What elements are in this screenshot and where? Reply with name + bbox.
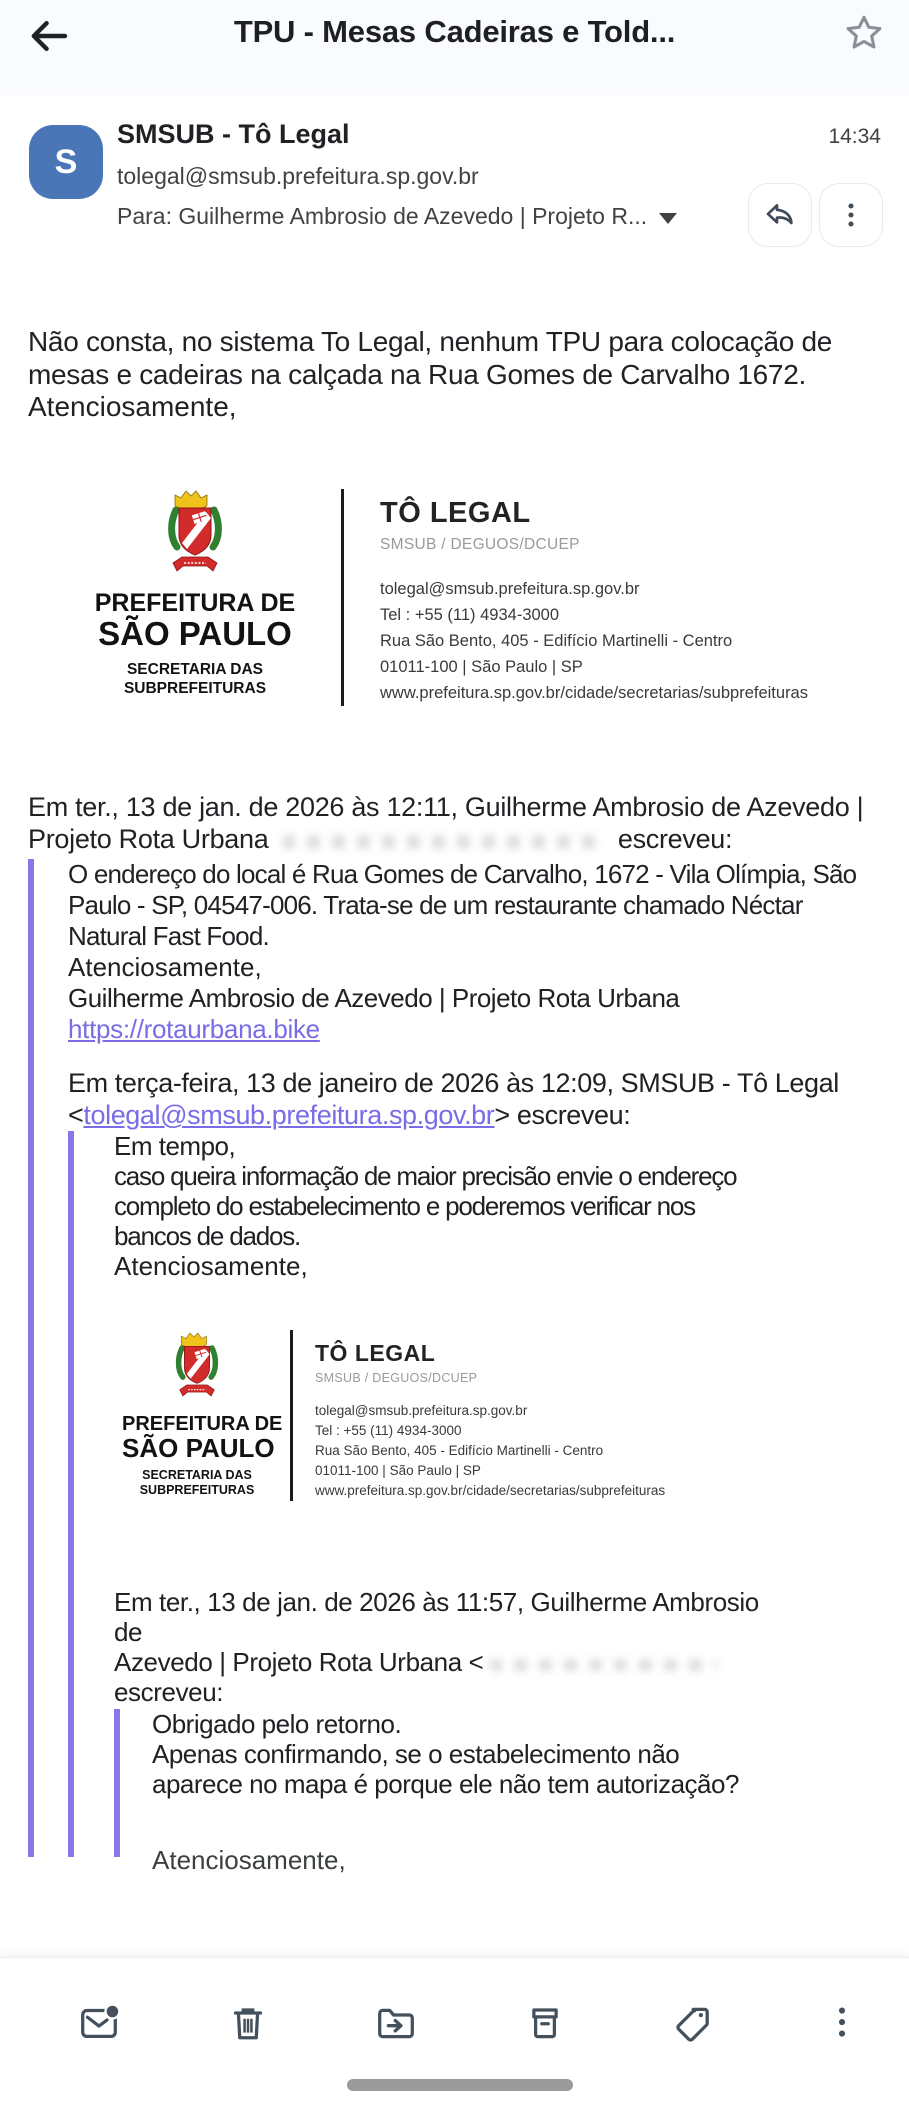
signature-email: tolegal@smsub.prefeitura.sp.gov.br — [315, 1403, 528, 1418]
header-actions — [748, 183, 883, 247]
quote1-body: O endereço do local é Rua Gomes de Carvalho, 1672 - Vila Olímpia, São Paulo - SP, 04547-006. Trata-se de um restaurante chamado Néctar Natural Fast Food. — [68, 859, 857, 951]
quote3-header-suffix: escreveu: — [114, 1677, 224, 1707]
quote3-header-line2: Azevedo | Projeto Rota Urbana < — [114, 1647, 484, 1677]
quote2-closing: Atenciosamente, — [114, 1251, 308, 1281]
bottom-toolbar — [0, 1957, 909, 2124]
message-time: 14:34 — [828, 125, 881, 148]
signature-divider — [290, 1330, 293, 1501]
signature-brand: TÔ LEGAL — [380, 497, 531, 529]
quote1-header-line1: Em ter., 13 de jan. de 2026 às 12:11, Guilherme Ambrosio de Azevedo | — [28, 792, 864, 822]
archive-icon — [522, 2000, 568, 2046]
tolegal-email-link[interactable]: tolegal@smsub.prefeitura.sp.gov.br — [83, 1100, 495, 1130]
label-tag-icon — [670, 2000, 716, 2046]
signature-address1: Rua São Bento, 405 - Edifício Martinelli - Centro — [315, 1443, 604, 1458]
redacted-email — [483, 1652, 728, 1676]
mark-unread-icon — [76, 2000, 122, 2046]
rotaurbana-link[interactable]: https://rotaurbana.bike — [68, 1014, 320, 1044]
org-name-line1: PREFEITURA DE — [94, 589, 296, 617]
quote3-para2: Apenas confirmando, se o estabelecimento não aparece no mapa é porque ele não tem autorização? — [152, 1739, 739, 1799]
signature-email: tolegal@smsub.prefeitura.sp.gov.br — [380, 580, 640, 598]
quote2-header — [68, 1067, 881, 1131]
trash-icon — [225, 2000, 271, 2046]
signature-tel: Tel : +55 (11) 4934-3000 — [315, 1423, 462, 1438]
more-vert-icon — [833, 197, 869, 233]
message-header — [0, 95, 909, 325]
signature-website: www.prefeitura.sp.gov.br/cidade/secretarias/subprefeituras — [380, 684, 808, 702]
signature-address2: 01011-100 | São Paulo | SP — [315, 1463, 481, 1478]
recipient-label: Para: Guilherme Ambrosio de Azevedo | Projeto R... — [117, 203, 648, 229]
signature-divider — [341, 489, 344, 706]
delete-button[interactable] — [225, 2000, 271, 2046]
mark-unread-button[interactable] — [76, 2000, 122, 2046]
quote1-closing: Atenciosamente, — [68, 952, 262, 982]
move-to-folder-icon — [373, 2000, 419, 2046]
signature-logo-column — [122, 1328, 283, 1501]
sender-name: SMSUB - Tô Legal — [117, 119, 350, 149]
org-name-line2: SÃO PAULO — [122, 1433, 275, 1464]
more-actions-button[interactable] — [819, 2000, 865, 2046]
more-vert-icon — [819, 2000, 865, 2046]
chevron-down-icon — [659, 213, 677, 224]
archive-button[interactable] — [522, 2000, 568, 2046]
label-button[interactable] — [670, 2000, 716, 2046]
more-options-button[interactable] — [819, 183, 883, 247]
star-icon[interactable] — [841, 10, 887, 56]
org-sub-line1: SECRETARIA DAS — [126, 660, 264, 678]
quote3-header-line1: Em ter., 13 de jan. de 2026 às 11:57, Guilherme Ambrosio de — [114, 1587, 759, 1647]
reply-button[interactable] — [748, 183, 812, 247]
org-sub-line2: SUBPREFEITURAS — [139, 1483, 255, 1498]
quote1-header-suffix: escreveu: — [617, 824, 733, 854]
org-name-line1: PREFEITURA DE — [122, 1413, 283, 1435]
org-name-line2: SÃO PAULO — [98, 615, 292, 652]
quote1-header — [28, 791, 881, 855]
org-sub-line2: SUBPREFEITURAS — [123, 680, 267, 698]
signature-dept: SMSUB / DEGUOS/DCUEP — [380, 536, 580, 553]
redacted-email — [276, 828, 611, 854]
signature-address1: Rua São Bento, 405 - Edifício Martinelli - Centro — [380, 632, 733, 650]
quote3-header — [114, 1587, 784, 1707]
signature-block — [85, 485, 881, 706]
message-body — [0, 325, 909, 1875]
sao-paulo-coat-of-arms — [171, 1328, 223, 1401]
body-paragraph: Não consta, no sistema To Legal, nenhum TPU para colocação de mesas e cadeiras na calçada na Rua Gomes de Carvalho 1672. — [28, 326, 833, 390]
avatar[interactable]: S — [29, 125, 103, 199]
body-closing: Atenciosamente, — [28, 391, 237, 422]
signature-block-small — [122, 1328, 881, 1501]
recipient-row[interactable] — [117, 203, 648, 230]
sender-email: tolegal@smsub.prefeitura.sp.gov.br — [117, 163, 479, 189]
sao-paulo-coat-of-arms — [162, 485, 228, 577]
signature-dept: SMSUB / DEGUOS/DCUEP — [315, 1371, 478, 1385]
quote1-header-line2: Projeto Rota Urbana — [28, 824, 269, 854]
subject-title: TPU - Mesas Cadeiras e Told... — [233, 14, 676, 49]
move-to-button[interactable] — [373, 2000, 419, 2046]
reply-icon — [762, 197, 798, 233]
org-sub-line1: SECRETARIA DAS — [142, 1467, 252, 1482]
quote3-cutoff-line: Atenciosamente, — [152, 1845, 346, 1875]
signature-info-column — [380, 485, 808, 706]
signature-website: www.prefeitura.sp.gov.br/cidade/secretarias/subprefeituras — [315, 1483, 666, 1498]
quote2-blockquote — [68, 1131, 881, 1875]
quote3-blockquote — [114, 1709, 881, 1875]
signature-address2: 01011-100 | São Paulo | SP — [380, 658, 583, 676]
quote2-body: caso queira informação de maior precisão envie o endereço completo do estabelecimento e poderemos verificar nos bancos de dados. — [114, 1161, 737, 1251]
quote2-header-suffix: > escreveu: — [494, 1100, 631, 1130]
quote1-signoff-name: Guilherme Ambrosio de Azevedo | Projeto Rota Urbana — [68, 983, 680, 1013]
signature-logo-column — [85, 485, 305, 706]
app-bar — [0, 0, 909, 95]
quote2-header-lt: < — [68, 1100, 84, 1130]
message-card — [0, 95, 909, 1957]
navigation-gesture-bar[interactable] — [347, 2079, 573, 2091]
signature-tel: Tel : +55 (11) 4934-3000 — [380, 606, 560, 624]
quote3-para1: Obrigado pelo retorno. — [152, 1709, 402, 1739]
quote2-line1: Em tempo, — [114, 1131, 236, 1161]
signature-info-column — [315, 1328, 665, 1501]
quote1-blockquote — [28, 859, 881, 1875]
signature-brand: TÔ LEGAL — [315, 1340, 436, 1366]
quote2-header-line1: Em terça-feira, 13 de janeiro de 2026 às 12:09, SMSUB - Tô Legal — [68, 1068, 839, 1098]
